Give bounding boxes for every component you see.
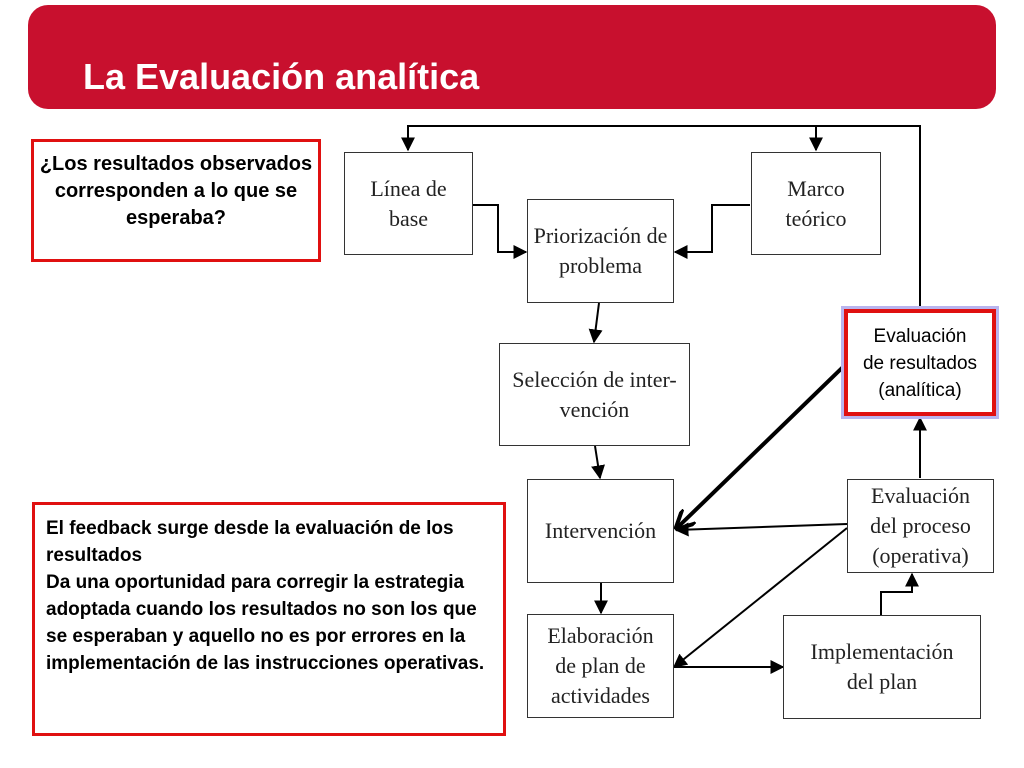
implementacion-to-proceso-arrow [881,574,912,615]
evaluacion-resultados-line-3: (analítica) [878,380,962,401]
linea-to-priorizacion-arrow [472,205,526,252]
seleccion-label: Selección de inter- vención [512,366,677,422]
question-callout [31,139,321,262]
implementacion-label: Implementación del plan [810,639,954,694]
seleccion-box [499,343,690,446]
evaluacion-proceso-label: Evaluación del proceso (operativa) [870,483,971,568]
linea-de-base-box [344,152,473,255]
marco-teorico-box [751,152,881,255]
marco-teorico-label: Marco teórico [785,175,847,231]
intervencion-label: Intervención [544,518,657,543]
intervencion-box [527,479,674,583]
elaboracion-label: Elaboración de plan de actividades [547,623,654,708]
evaluacion-resultados-box [844,309,996,416]
proceso-to-intervencion-arrow [676,524,847,530]
marco-to-priorizacion-arrow [675,205,750,252]
priorizacion-to-seleccion-arrow [594,303,599,342]
feedback-text-1: El feedback surge desde la evaluación de los resultados [46,518,454,566]
feedback-callout [32,502,506,736]
linea-de-base-label: Línea de base [370,175,447,231]
implementacion-box [783,615,981,719]
seleccion-to-intervencion-arrow [595,446,600,478]
analytic-feedback-arrow [678,366,844,527]
priorizacion-box [527,199,674,303]
page-title: La Evaluación analítica [83,56,480,97]
feedback-text-2: Da una oportunidad para corregir la estrategia adoptada cuando los resultados no son los que se esperaban y aquello no es por errores en la implementación de las instrucciones operativas. [46,572,485,674]
evaluacion-resultados-line-1: Evaluación [873,326,967,347]
evaluacion-proceso-box [847,479,994,573]
priorizacion-label: Priorización de problema [533,223,668,278]
question-text: ¿Los resultados observados corresponden a lo que se esperaba? [39,153,313,229]
evaluacion-resultados-line-2: de resultados [862,353,978,374]
elaboracion-box [527,614,674,718]
